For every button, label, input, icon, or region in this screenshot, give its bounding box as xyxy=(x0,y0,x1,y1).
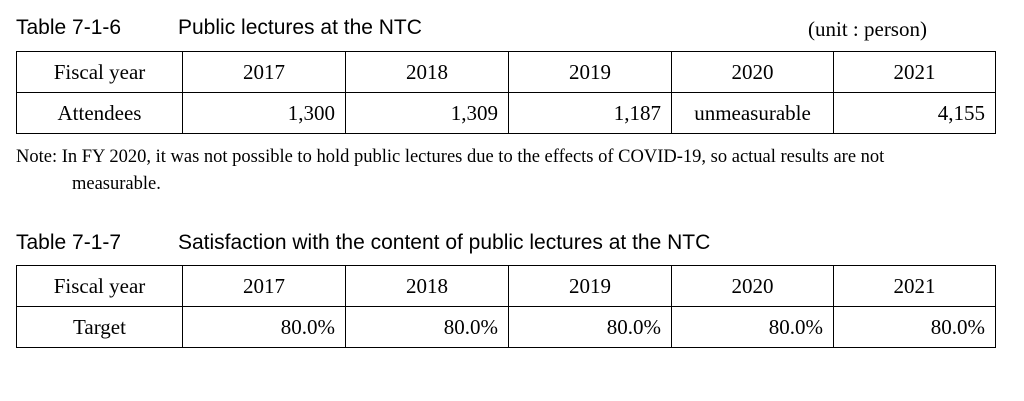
table-row xyxy=(17,93,996,134)
table-row xyxy=(17,52,996,93)
year-cell: 2018 xyxy=(346,266,509,307)
table-number: Table 7-1-6 xyxy=(16,16,122,39)
note-line-1: Note: In FY 2020, it was not possible to hold public lectures due to the effects of COVID-19, so actual results are not xyxy=(16,147,885,167)
attendees-value: 1,187 xyxy=(509,93,672,134)
year-cell: 2021 xyxy=(834,52,996,93)
year-cell: 2019 xyxy=(509,266,672,307)
attendees-value: 1,309 xyxy=(346,93,509,134)
satisfaction-table xyxy=(16,265,996,348)
target-header: Target xyxy=(17,307,183,348)
target-value: 80.0% xyxy=(509,307,672,348)
table-number: Table 7-1-7 xyxy=(16,231,122,254)
attendees-value: 1,300 xyxy=(183,93,346,134)
table-note xyxy=(16,144,1006,198)
target-value: 80.0% xyxy=(672,307,834,348)
public-lectures-table xyxy=(16,51,996,134)
target-value: 80.0% xyxy=(183,307,346,348)
table-row xyxy=(17,307,996,348)
attendees-value: 4,155 xyxy=(834,93,996,134)
year-cell: 2021 xyxy=(834,266,996,307)
unit-label: (unit : person) xyxy=(808,17,927,41)
attendees-value: unmeasurable xyxy=(672,93,834,134)
year-cell: 2018 xyxy=(346,52,509,93)
target-value: 80.0% xyxy=(346,307,509,348)
year-cell: 2017 xyxy=(183,52,346,93)
table-7-1-6-caption xyxy=(16,16,422,40)
year-cell: 2019 xyxy=(509,52,672,93)
year-cell: 2020 xyxy=(672,266,834,307)
year-cell: 2020 xyxy=(672,52,834,93)
table-title: Satisfaction with the content of public lectures at the NTC xyxy=(178,231,711,254)
table-row xyxy=(17,266,996,307)
target-value: 80.0% xyxy=(834,307,996,348)
table-title: Public lectures at the NTC xyxy=(178,16,422,39)
table-7-1-7-caption xyxy=(16,231,710,255)
fiscal-year-header: Fiscal year xyxy=(17,52,183,93)
fiscal-year-header: Fiscal year xyxy=(17,266,183,307)
note-line-2: measurable. xyxy=(72,174,161,194)
year-cell: 2017 xyxy=(183,266,346,307)
attendees-header: Attendees xyxy=(17,93,183,134)
